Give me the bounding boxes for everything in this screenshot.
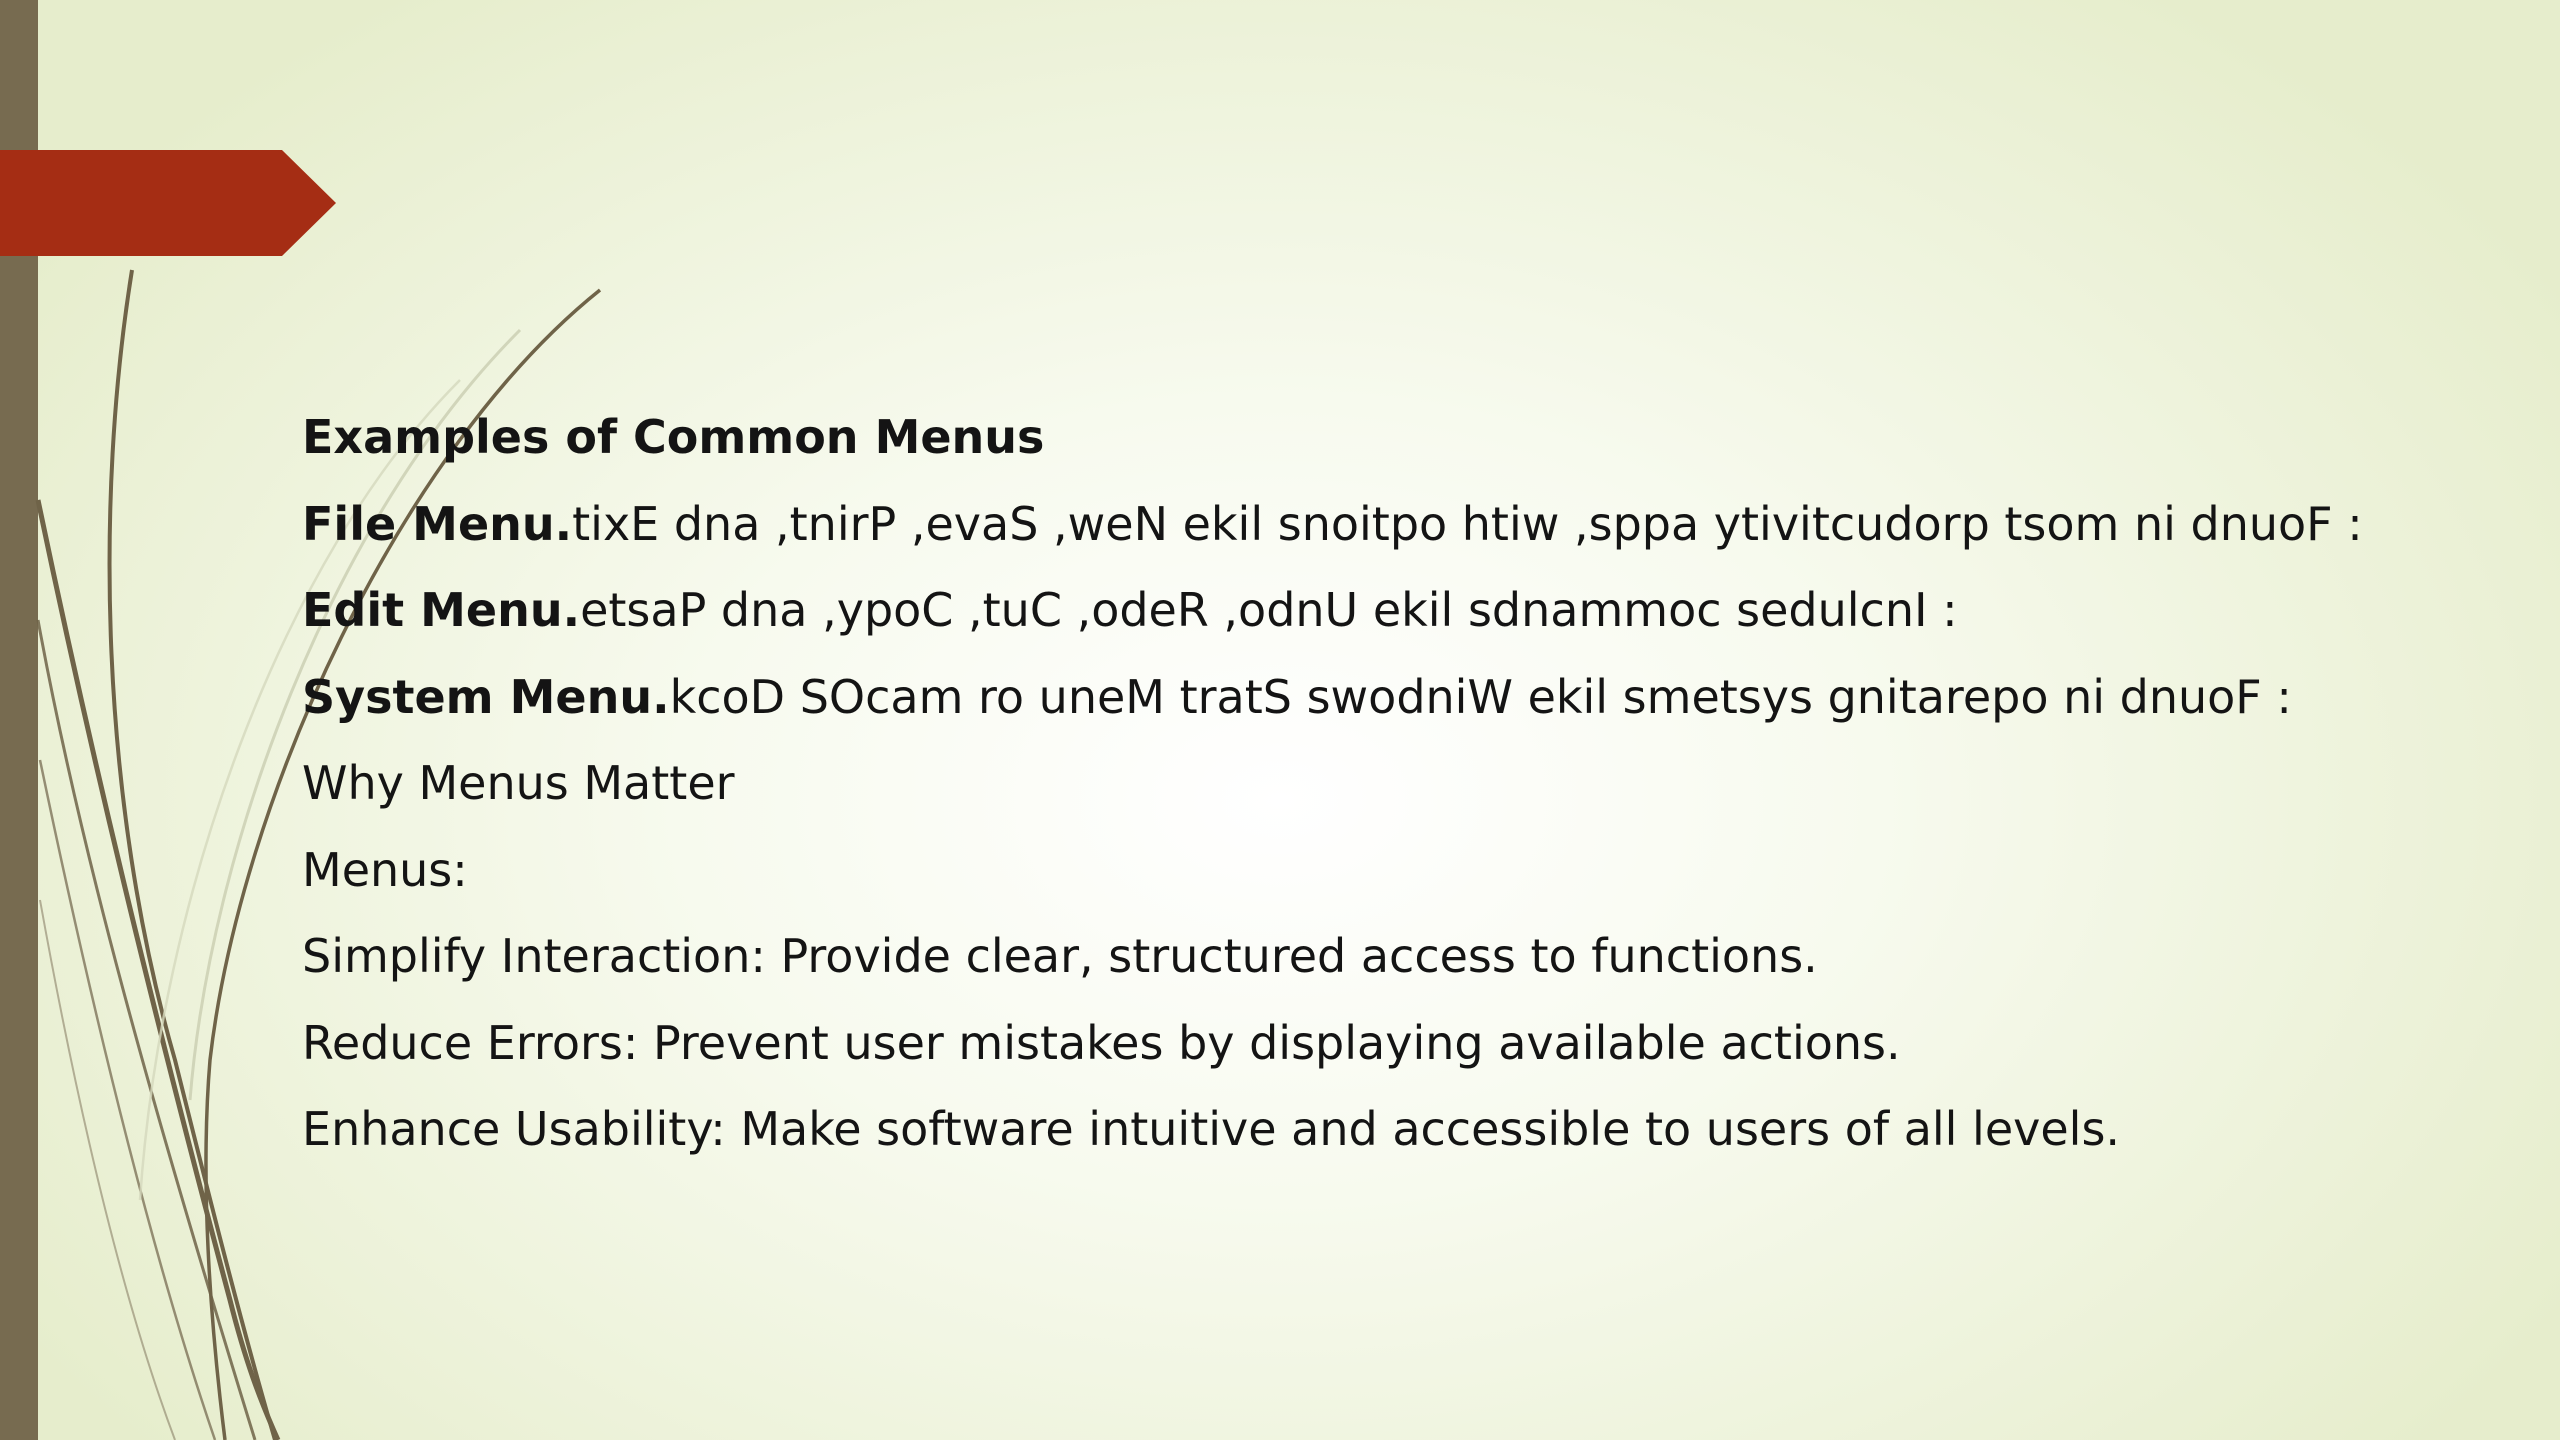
system-menu-term: System Menu. <box>302 669 670 724</box>
edit-menu-term: Edit Menu. <box>302 583 581 637</box>
system-menu-description: kcoD SOcam ro uneM tratS swodniW ekil smetsys gnitarepo ni dnuoF : <box>669 669 2292 724</box>
file-menu-item <box>302 481 2502 568</box>
file-menu-term: File Menu. <box>302 496 573 551</box>
system-menu-item <box>302 654 2502 741</box>
file-menu-description: tixE dna ,tnirP ,evaS ,weN ekil snoitpo htiw ,sppa ytivitcudorp tsom ni dnuoF : <box>572 496 2363 551</box>
why-menus-heading: Why Menus Matter <box>302 756 735 810</box>
examples-heading: Examples of Common Menus <box>302 410 1045 464</box>
benefit-reduce-errors: Reduce Errors: Prevent user mistakes by displaying available actions. <box>302 1015 1901 1070</box>
benefit-usability: Enhance Usability: Make software intuitive and accessible to users of all levels. <box>302 1102 2121 1156</box>
slide-content <box>302 394 2502 1173</box>
edit-menu-item <box>302 567 2502 654</box>
menus-label: Menus: <box>302 842 468 897</box>
edit-menu-description: etsaP dna ,ypoC ,tuC ,odeR ,odnU ekil sdnammoc sedulcnI : <box>580 583 1958 637</box>
benefit-simplify: Simplify Interaction: Provide clear, structured access to functions. <box>302 929 1818 983</box>
